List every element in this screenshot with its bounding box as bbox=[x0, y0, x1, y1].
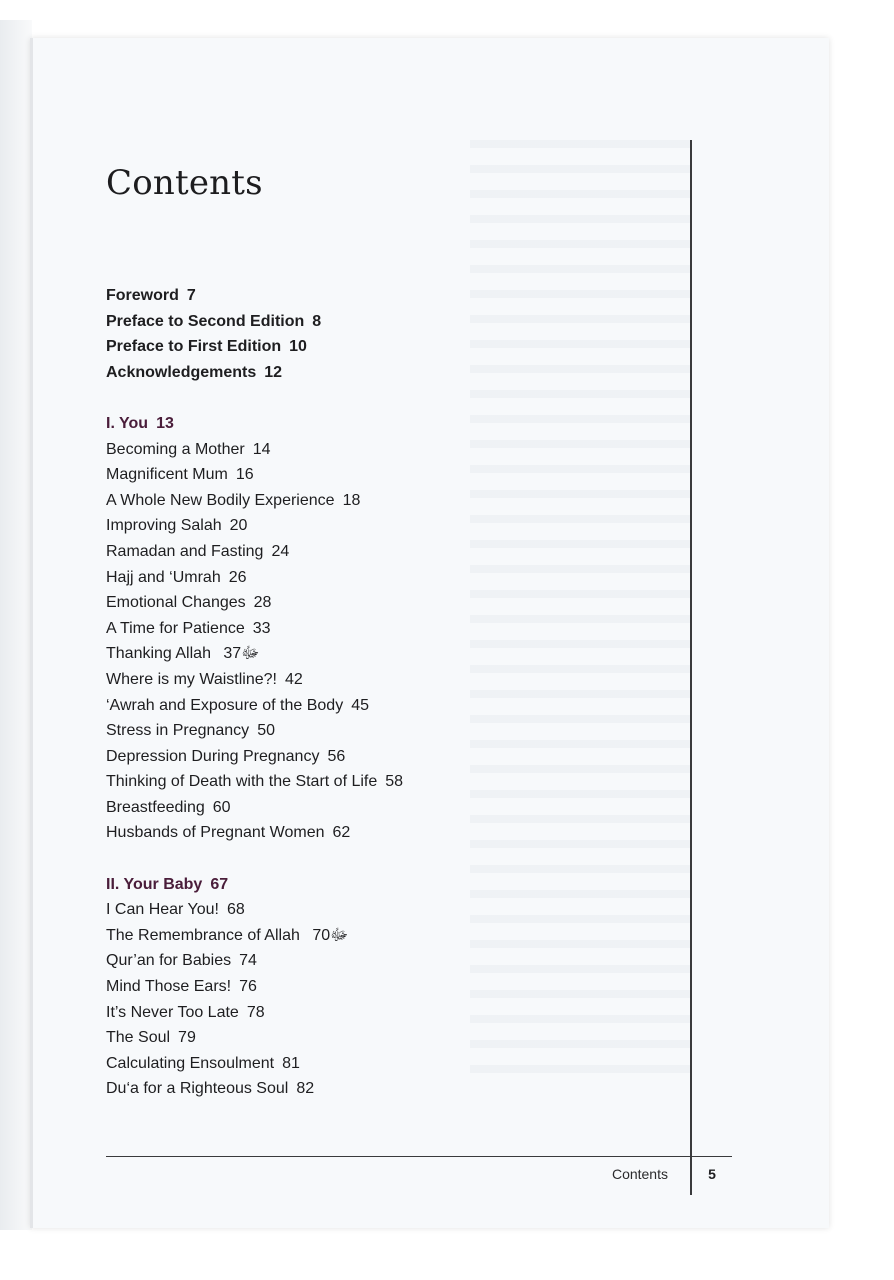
toc-entry-title: Husbands of Pregnant Women bbox=[106, 824, 325, 842]
toc-entry-page: 20 bbox=[229, 517, 248, 535]
toc-entry-title: The Remembrance of Allah ﷻ bbox=[106, 926, 349, 944]
book-gutter-shadow bbox=[0, 20, 32, 1230]
toc-entry-page: 67 bbox=[210, 875, 229, 893]
toc-entry-page: 62 bbox=[332, 824, 351, 842]
toc-entry-title: Stress in Pregnancy bbox=[106, 722, 250, 740]
toc-entry-page: 68 bbox=[226, 901, 245, 919]
toc-spacer bbox=[106, 385, 403, 411]
toc-entry-page: 45 bbox=[351, 696, 369, 714]
toc-entry-page: 76 bbox=[239, 978, 257, 996]
toc-entry-page: 58 bbox=[385, 773, 404, 791]
toc-entry-title: Ramadan and Fasting bbox=[106, 542, 264, 560]
toc-entry bbox=[106, 462, 403, 488]
toc-entry bbox=[106, 974, 403, 1000]
toc-entry-page: 16 bbox=[235, 466, 254, 484]
toc-entry-title: It’s Never Too Late bbox=[106, 1003, 239, 1021]
toc-entry-page: 12 bbox=[264, 363, 283, 381]
toc-entry bbox=[106, 360, 403, 386]
toc-entry-page: 28 bbox=[253, 594, 272, 612]
toc-entry-page: 24 bbox=[271, 542, 290, 560]
toc-entry bbox=[106, 539, 403, 565]
table-of-contents bbox=[106, 283, 403, 1102]
toc-entry-page: 60 bbox=[212, 798, 231, 816]
toc-entry-title: A Whole New Bodily Experience bbox=[106, 491, 335, 509]
toc-entry-title: Thanking Allah ﷻ bbox=[106, 645, 260, 663]
toc-entry-page: 81 bbox=[282, 1054, 300, 1072]
toc-spacer bbox=[106, 846, 403, 872]
toc-entry-page: 82 bbox=[296, 1080, 315, 1098]
toc-entry-page: 78 bbox=[246, 1003, 265, 1021]
page-number: 5 bbox=[708, 1166, 716, 1182]
toc-entry bbox=[106, 1025, 403, 1051]
toc-entry-title: Acknowledgements bbox=[106, 363, 257, 381]
toc-entry bbox=[106, 769, 403, 795]
toc-entry-title: Preface to First Edition bbox=[106, 338, 282, 356]
toc-entry bbox=[106, 693, 403, 719]
running-footer-label: Contents bbox=[611, 1166, 668, 1182]
toc-entry-page: 13 bbox=[156, 414, 174, 432]
toc-entry bbox=[106, 309, 403, 335]
toc-entry-page: 70 bbox=[312, 926, 331, 944]
toc-entry bbox=[106, 437, 403, 463]
toc-entry-page: 33 bbox=[252, 619, 271, 637]
toc-entry bbox=[106, 795, 403, 821]
toc-entry-title: I. You bbox=[106, 414, 149, 432]
toc-entry-title: Hajj and ‘Umrah bbox=[106, 568, 221, 586]
toc-entry bbox=[106, 897, 403, 923]
toc-entry-title: The Soul bbox=[106, 1029, 171, 1047]
toc-entry-title: Qur’an for Babies bbox=[106, 952, 232, 970]
footer-rule bbox=[106, 1156, 732, 1157]
show-through-text bbox=[470, 140, 690, 1090]
toc-entry bbox=[106, 334, 403, 360]
toc-entry-title: II. Your Baby bbox=[106, 875, 203, 893]
toc-entry-page: 37 bbox=[223, 645, 242, 663]
toc-entry-title: ‘Awrah and Exposure of the Body bbox=[106, 696, 344, 714]
toc-entry-page: 50 bbox=[257, 722, 275, 740]
toc-entry-title: Magnificent Mum bbox=[106, 466, 228, 484]
toc-entry bbox=[106, 565, 403, 591]
toc-entry bbox=[106, 283, 403, 309]
toc-entry bbox=[106, 1076, 403, 1102]
toc-section-heading bbox=[106, 872, 403, 898]
toc-entry-page: 14 bbox=[252, 440, 271, 458]
toc-entry bbox=[106, 744, 403, 770]
toc-entry-title: Breastfeeding bbox=[106, 798, 205, 816]
toc-entry-page: 74 bbox=[239, 952, 257, 970]
toc-entry-title: Mind Those Ears! bbox=[106, 978, 232, 996]
toc-entry bbox=[106, 667, 403, 693]
toc-entry-title: Improving Salah bbox=[106, 517, 222, 535]
toc-entry bbox=[106, 820, 403, 846]
toc-entry-title: I Can Hear You! bbox=[106, 901, 219, 919]
toc-entry-title: Depression During Pregnancy bbox=[106, 747, 320, 765]
toc-entry bbox=[106, 1051, 403, 1077]
toc-entry-page: 42 bbox=[285, 670, 303, 688]
toc-entry-title: Foreword bbox=[106, 287, 179, 304]
toc-entry-page: 56 bbox=[327, 747, 346, 765]
toc-entry-title: Thinking of Death with the Start of Life bbox=[106, 773, 378, 791]
toc-entry-title: A Time for Patience bbox=[106, 619, 245, 637]
toc-entry-page: 7 bbox=[186, 287, 196, 304]
toc-entry-title: Becoming a Mother bbox=[106, 440, 245, 458]
toc-entry bbox=[106, 1000, 403, 1026]
toc-entry-title: Where is my Waistline?! bbox=[106, 670, 277, 688]
toc-entry bbox=[106, 513, 403, 539]
toc-entry-page: 79 bbox=[178, 1029, 196, 1047]
toc-entry-page: 26 bbox=[228, 568, 247, 586]
toc-entry-page: 10 bbox=[289, 338, 307, 356]
toc-entry bbox=[106, 718, 403, 744]
page-title: Contents bbox=[106, 162, 263, 203]
toc-entry-title: Du‘a for a Righteous Soul bbox=[106, 1080, 289, 1098]
toc-entry bbox=[106, 923, 403, 949]
toc-entry-title: Preface to Second Edition bbox=[106, 312, 305, 330]
toc-section-heading bbox=[106, 411, 403, 437]
toc-entry bbox=[106, 616, 403, 642]
toc-entry-page: 18 bbox=[342, 491, 361, 509]
vertical-rule bbox=[690, 140, 692, 1195]
toc-entry bbox=[106, 488, 403, 514]
toc-entry-title: Emotional Changes bbox=[106, 594, 246, 612]
toc-entry bbox=[106, 641, 403, 667]
toc-entry bbox=[106, 590, 403, 616]
toc-entry bbox=[106, 948, 403, 974]
toc-entry-title: Calculating Ensoulment bbox=[106, 1054, 275, 1072]
toc-entry-page: 8 bbox=[312, 312, 322, 330]
